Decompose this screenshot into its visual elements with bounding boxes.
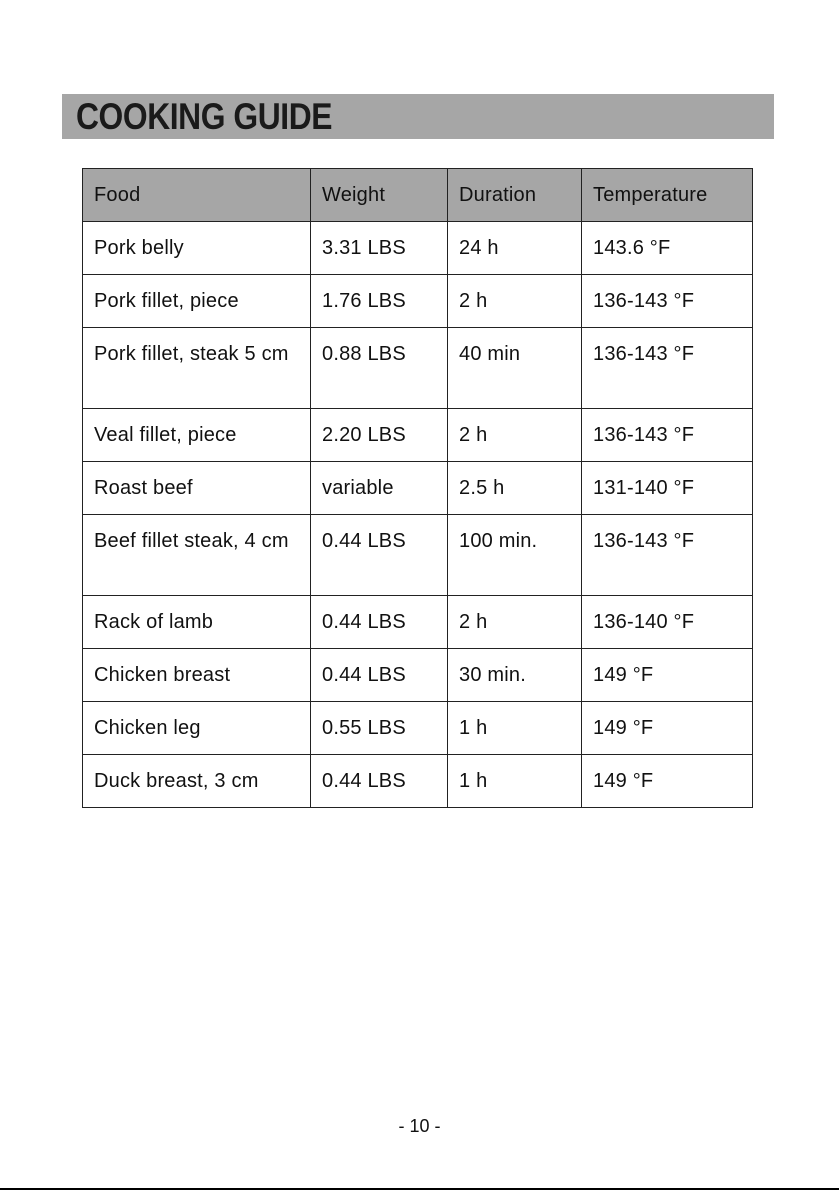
header-weight: Weight xyxy=(311,169,448,222)
cell-temperature: 136-143 °F xyxy=(582,409,753,462)
table-row xyxy=(83,702,753,755)
cell-weight: 0.44 LBS xyxy=(311,596,448,649)
header-duration: Duration xyxy=(448,169,582,222)
table-row xyxy=(83,755,753,808)
cell-duration: 2 h xyxy=(448,275,582,328)
cell-temperature: 136-140 °F xyxy=(582,596,753,649)
cell-weight: 0.55 LBS xyxy=(311,702,448,755)
cell-food: Rack of lamb xyxy=(83,596,311,649)
cell-weight: 0.44 LBS xyxy=(311,649,448,702)
cell-weight: variable xyxy=(311,462,448,515)
cell-temperature: 149 °F xyxy=(582,755,753,808)
table-row xyxy=(83,409,753,462)
cell-duration: 24 h xyxy=(448,222,582,275)
cell-temperature: 143.6 °F xyxy=(582,222,753,275)
cell-duration: 2.5 h xyxy=(448,462,582,515)
cell-duration: 1 h xyxy=(448,755,582,808)
cell-temperature: 136-143 °F xyxy=(582,328,753,409)
header-food: Food xyxy=(83,169,311,222)
cell-food: Pork belly xyxy=(83,222,311,275)
table-row xyxy=(83,596,753,649)
cell-temperature: 149 °F xyxy=(582,649,753,702)
cell-temperature: 131-140 °F xyxy=(582,462,753,515)
cell-food: Veal fillet, piece xyxy=(83,409,311,462)
cell-weight: 3.31 LBS xyxy=(311,222,448,275)
cell-food: Chicken leg xyxy=(83,702,311,755)
cell-weight: 0.88 LBS xyxy=(311,328,448,409)
cell-temperature: 136-143 °F xyxy=(582,515,753,596)
table-row xyxy=(83,328,753,409)
table-header-row xyxy=(83,169,753,222)
cell-temperature: 136-143 °F xyxy=(582,275,753,328)
table-row xyxy=(83,515,753,596)
cell-food: Chicken breast xyxy=(83,649,311,702)
cell-duration: 2 h xyxy=(448,409,582,462)
cell-food: Beef fillet steak, 4 cm xyxy=(83,515,311,596)
cell-duration: 30 min. xyxy=(448,649,582,702)
cooking-guide-table xyxy=(82,168,753,808)
page-number: - 10 - xyxy=(398,1116,441,1136)
cell-weight: 0.44 LBS xyxy=(311,755,448,808)
cell-duration: 40 min xyxy=(448,328,582,409)
page-title: COOKING GUIDE xyxy=(76,96,333,137)
table-row xyxy=(83,222,753,275)
header-temperature: Temperature xyxy=(582,169,753,222)
cell-duration: 1 h xyxy=(448,702,582,755)
cell-food: Pork fillet, steak 5 cm xyxy=(83,328,311,409)
bottom-divider xyxy=(0,1188,839,1190)
cell-food: Duck breast, 3 cm xyxy=(83,755,311,808)
table-row xyxy=(83,462,753,515)
table-row xyxy=(83,275,753,328)
cell-duration: 2 h xyxy=(448,596,582,649)
cell-temperature: 149 °F xyxy=(582,702,753,755)
cell-duration: 100 min. xyxy=(448,515,582,596)
title-bar xyxy=(62,94,774,139)
cell-food: Roast beef xyxy=(83,462,311,515)
cell-food: Pork fillet, piece xyxy=(83,275,311,328)
table-row xyxy=(83,649,753,702)
cell-weight: 1.76 LBS xyxy=(311,275,448,328)
cell-weight: 2.20 LBS xyxy=(311,409,448,462)
cell-weight: 0.44 LBS xyxy=(311,515,448,596)
